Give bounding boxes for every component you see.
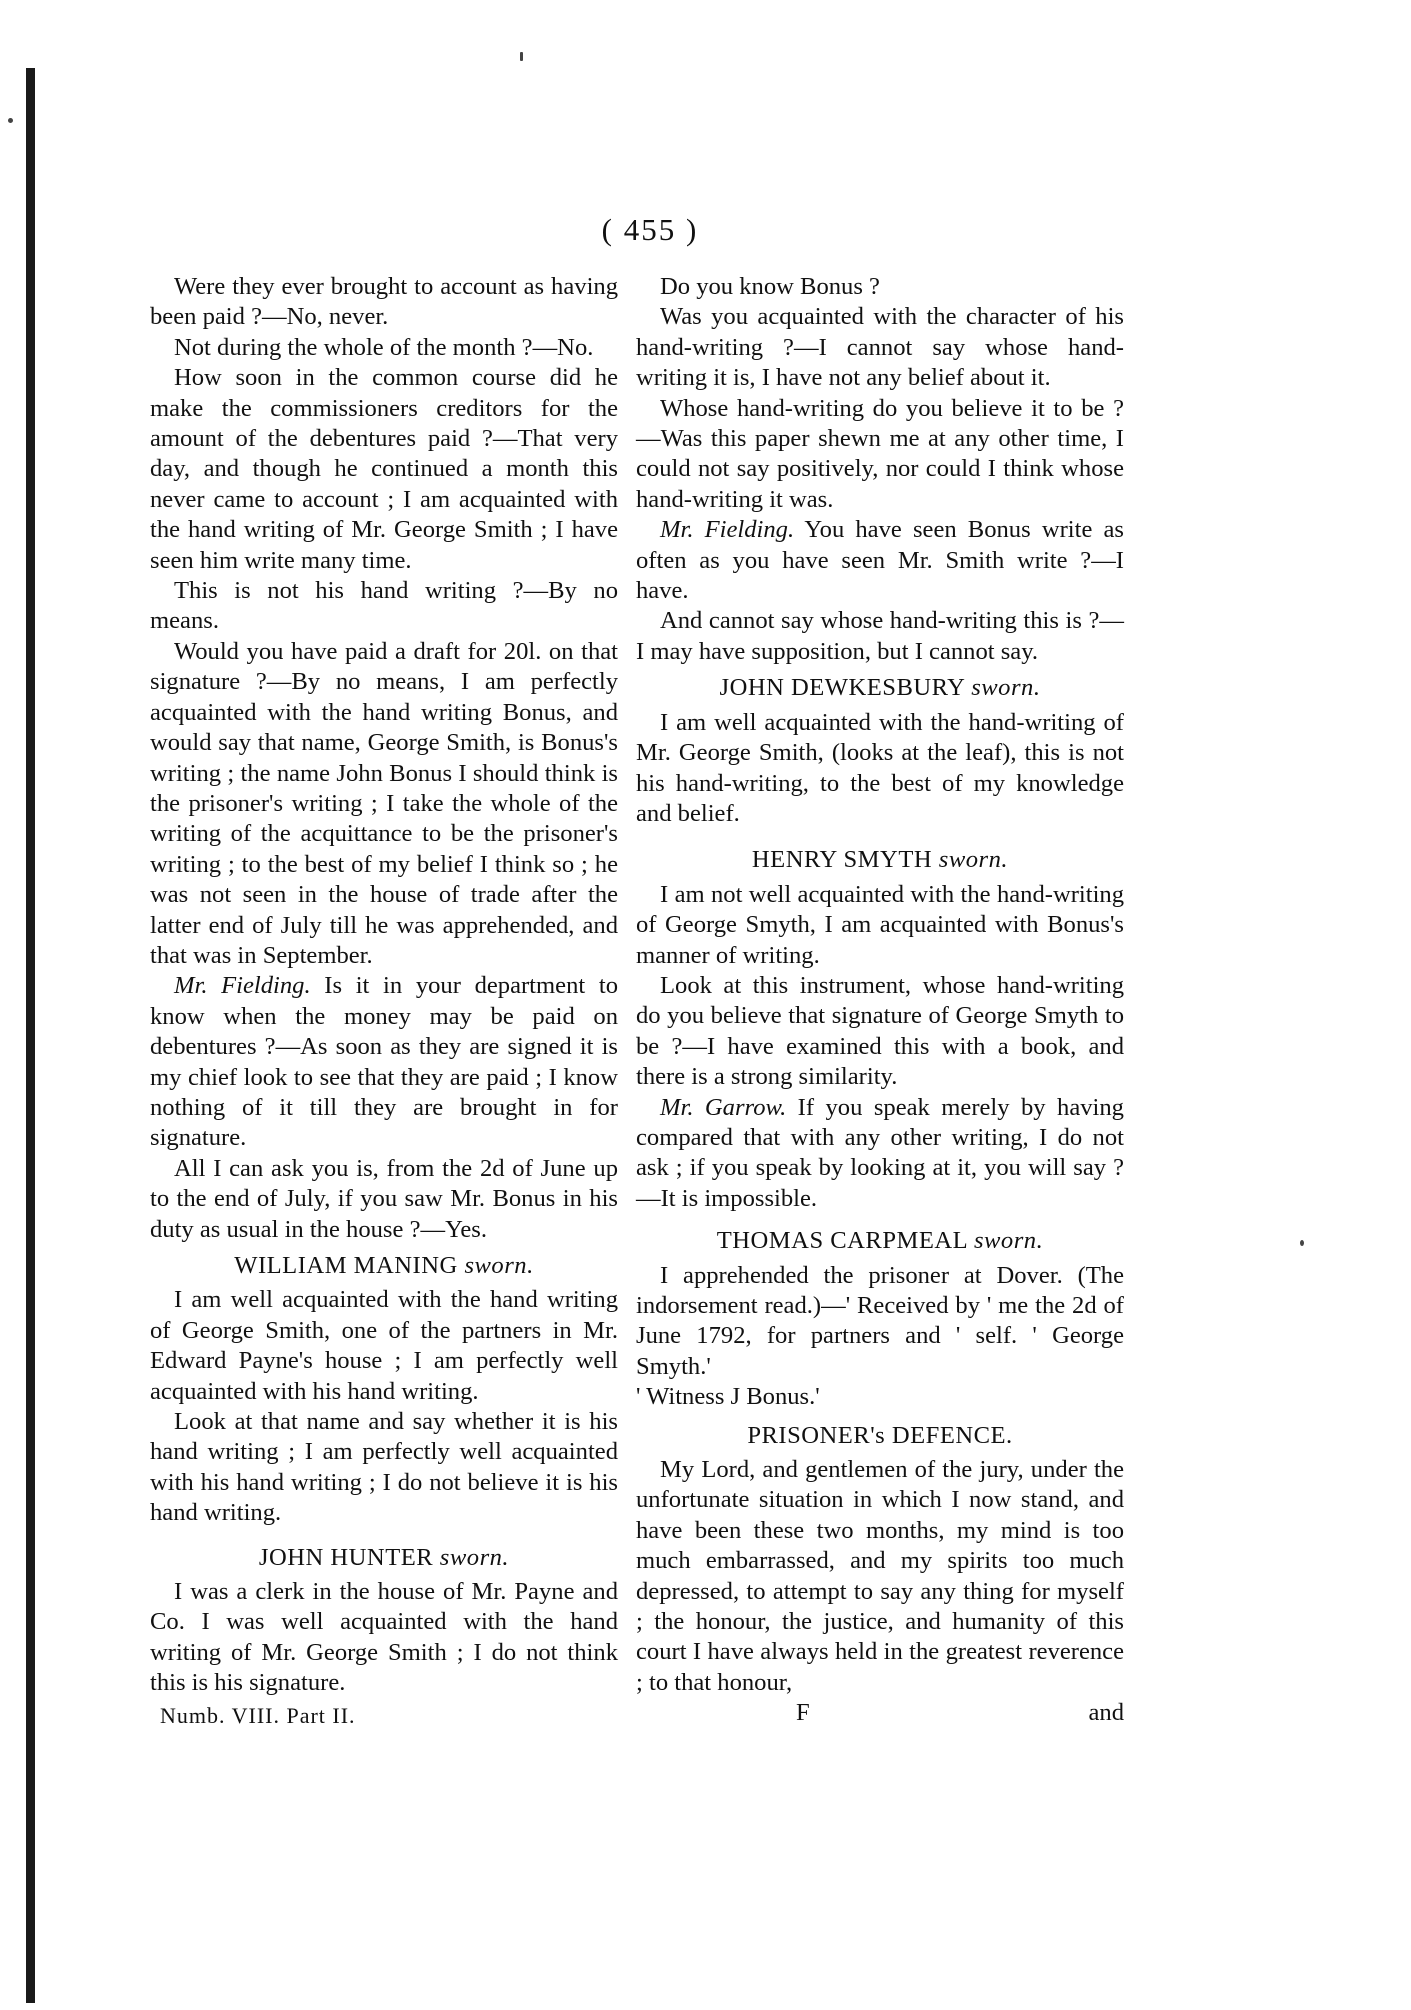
witness-heading: [150, 1543, 618, 1573]
paragraph: Would you have paid a draft for 20l. on that signature ?—By no means, I am perfectly acquainted with the hand writing Bonus, and would say that name, George Smith, is Bonus's writing ; the name John Bonus I should think is the prisoner's writing ; I take the whole of the writing of the acquittance to be the prisoner's writing ; to the best of my belief I think so ; he was not seen in the house of trade after the latter end of July till he was apprehended, and that was in September.: [150, 637, 618, 969]
paragraph: Were they ever brought to account as having been paid ?—No, never.: [150, 273, 618, 331]
paragraph: Not during the whole of the month ?—No.: [174, 333, 594, 361]
paragraph: [150, 971, 618, 1153]
ink-speck: [8, 118, 13, 123]
catchword: and: [1088, 1699, 1124, 1727]
paragraph: This is not his hand writing ?—By no means.: [150, 577, 618, 635]
ink-speck: [1300, 1240, 1304, 1246]
paragraph: Look at that name and say whether it is his hand writing ; I am perfectly well acquainted with his hand writing ; I do not believe it is his hand writing.: [150, 1408, 618, 1527]
paragraph: Was you acquainted with the character of his hand-writing ?—I cannot say whose hand-writing it is, I have not any belief about it.: [636, 303, 1124, 392]
witness-name: WILLIAM MANING: [234, 1252, 458, 1279]
paragraph: Do you know Bonus ?: [660, 273, 880, 300]
part-signoff: Numb. VIII. Part II.: [160, 1702, 356, 1728]
sworn-label: sworn.: [439, 1543, 510, 1571]
paragraph: [636, 1093, 1124, 1215]
paragraph: I am well acquainted with the hand writing of George Smith, one of the partners in Mr. Edward Payne's house ; I am perfectly well acquainted with his hand writing.: [150, 1286, 618, 1405]
sworn-label: sworn.: [464, 1252, 534, 1279]
paragraph: I apprehended the prisoner at Dover. (The indorsement read.)—' Received by ' me the 2d of June 1792, for partners and ' self. ' George Smyth.': [636, 1261, 1124, 1380]
paragraph: And cannot say whose hand-writing this is ?—I may have supposition, but I cannot say.: [636, 607, 1124, 665]
witness-name: THOMAS CARPMEAL: [716, 1227, 968, 1255]
right-column: [636, 272, 1124, 1729]
witness-heading: [636, 1226, 1124, 1256]
page-binding-edge: [26, 68, 35, 2003]
paragraph: Look at this instrument, whose hand-writing do you believe that signature of George Smyth to be ?—I have examined this with a book, and there is a strong similarity.: [636, 971, 1124, 1091]
sworn-label: sworn.: [971, 674, 1041, 702]
paragraph: [636, 515, 1124, 606]
speaker-label: Mr. Fielding.: [660, 516, 795, 544]
paragraph: My Lord, and gentlemen of the jury, under the unfortunate situation in which I now stand, and have been these two months, my mind is too much embarrassed, and my spirits too much depressed, to attempt to say any thing for myself ; the honour, the justice, and humanity of this court I have always held in the greatest reverence ; to that honour,: [636, 1456, 1124, 1696]
ink-speck: [520, 52, 523, 61]
paragraph: All I can ask you is, from the 2d of June up to the end of July, if you saw Mr. Bonus in his duty as usual in the house ?—Yes.: [150, 1154, 618, 1243]
sworn-label: sworn.: [938, 846, 1009, 874]
signature-mark: F: [796, 1699, 810, 1727]
page-number: ( 455 ): [601, 212, 699, 247]
section-heading: PRISONER's DEFENCE.: [747, 1421, 1013, 1449]
paragraph: I am not well acquainted with the hand-writing of George Smyth, I am acquainted with Bonus's manner of writing.: [636, 880, 1124, 969]
paragraph-text: If you speak merely by having compared that with any other writing, I do not ask ; if you speak by looking at it, you will say ?—It is impossible.: [636, 1093, 1124, 1212]
sworn-label: sworn.: [973, 1227, 1044, 1255]
witness-name: HENRY SMYTH: [751, 846, 933, 874]
witness-name: JOHN DEWKESBURY: [719, 674, 965, 702]
paragraph-text: You have seen Bonus write as often as you have seen Mr. Smith write ?—I have.: [636, 516, 1124, 605]
witness-heading: [150, 1251, 618, 1281]
witness-heading: [636, 673, 1124, 703]
witness-heading: [636, 845, 1124, 875]
paragraph: I am well acquainted with the hand-writing of Mr. George Smith, (looks at the leaf), this is not his hand-writing, to the best of my knowledge and belief.: [636, 708, 1124, 827]
speaker-label: Mr. Fielding.: [174, 972, 311, 1000]
witness-name: JOHN HUNTER: [258, 1543, 434, 1571]
paragraph: I was a clerk in the house of Mr. Payne and Co. I was well acquainted with the hand writing of Mr. George Smith ; I do not think this is his signature.: [150, 1578, 618, 1697]
paragraph: Whose hand-writing do you believe it to be ?—Was this paper shewn me at any other time, I could not say positively, nor could I think whose hand-writing it was.: [636, 394, 1124, 513]
witness-line: ' Witness J Bonus.': [636, 1383, 820, 1411]
paragraph: How soon in the common course did he make the commissioners creditors for the amount of the debentures paid ?—That very day, and though he continued a month this never came to account ; I am acquainted with the hand writing of Mr. George Smith ; I have seen him write many time.: [150, 364, 618, 574]
left-column: [150, 272, 618, 1731]
page-footer: [796, 1698, 1124, 1728]
speaker-label: Mr. Garrow.: [660, 1093, 787, 1121]
paragraph-text: Is it in your department to know when the money may be paid on debentures ?—As soon as they are signed it is my chief look to see that they are paid ; I know nothing of it till they are brought in for signature.: [150, 972, 618, 1152]
